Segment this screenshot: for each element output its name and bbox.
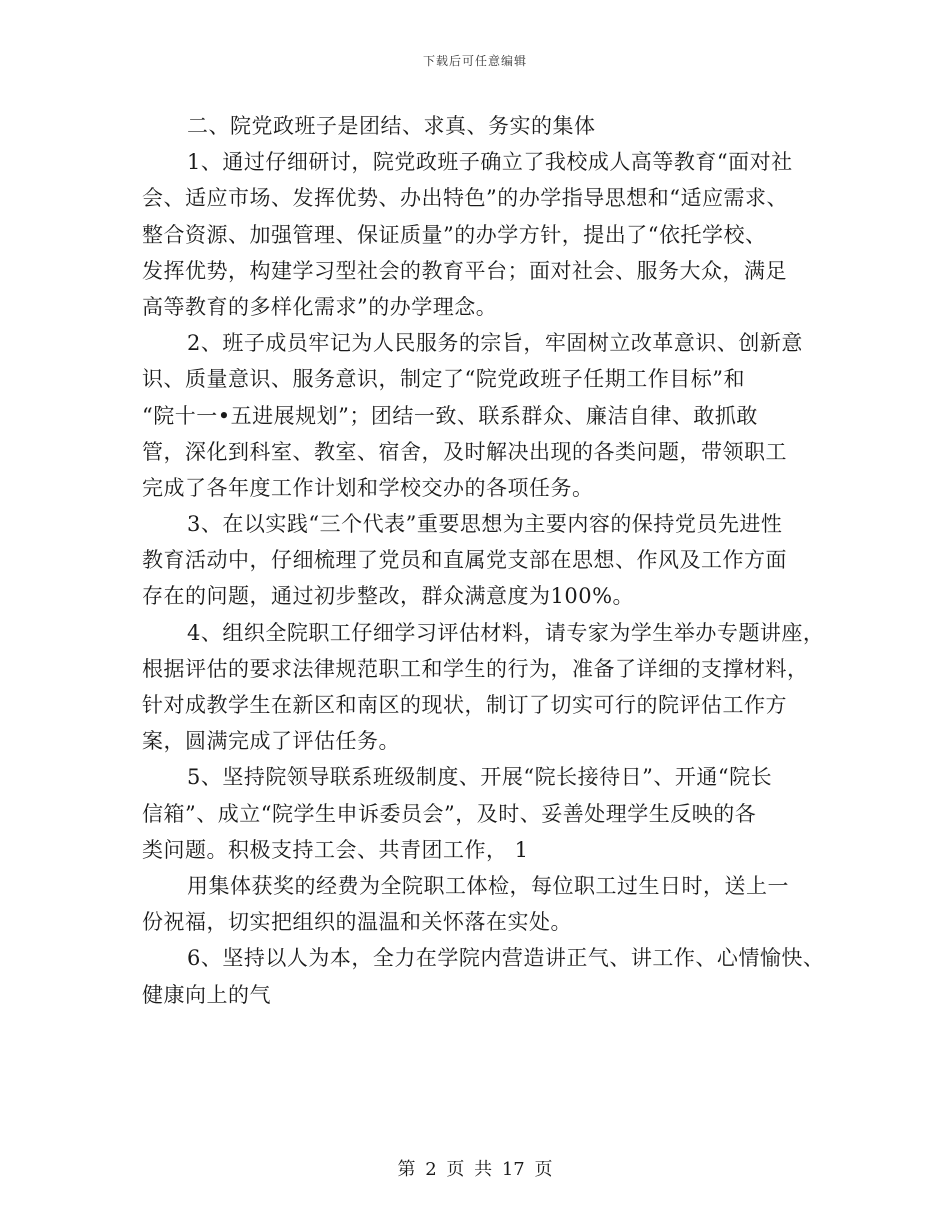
paragraph-line: 5、坚持院领导联系班级制度、开展“院长接待日”、开通“院长 <box>187 765 773 790</box>
paragraph-line: 高等教育的多样化需求”的办学理念。 <box>142 294 498 319</box>
paragraph-line: 案，圆满完成了评估任务。 <box>142 729 400 754</box>
section-heading: 二、院党政班子是团结、求真、务实的集体 <box>187 114 596 138</box>
paragraph-line: 教育活动中，仔细梳理了党员和直属党支部在思想、作风及工作方面 <box>142 548 787 573</box>
paragraph-line: 针对成教学生在新区和南区的现状，制订了切实可行的院评估工作方 <box>142 693 787 717</box>
paragraph-line: 3、在以实践“三个代表”重要思想为主要内容的保持党员先进性 <box>187 512 783 537</box>
paragraph-line: 类问题。积极支持工会、共青团工作， 1 <box>142 837 529 862</box>
paragraph-line: 6、坚持以人为本，全力在学院内营造讲正气、讲工作、心情愉快、 <box>187 946 825 971</box>
paragraph-line: 健康向上的气 <box>142 982 271 1007</box>
paragraph-line: 2、班子成员牢记为人民服务的宗旨，牢固树立改革意识、创新意 <box>187 331 803 356</box>
header-note: 下载后可任意编辑 <box>422 54 527 68</box>
paragraph-line: 存在的问题，通过初步整改，群众满意度为100%。 <box>142 584 635 609</box>
page-number-footer: 第 2 页 共 17 页 <box>397 1159 553 1180</box>
paragraph-line: 会、适应市场、发挥优势、办出特色”的办学指导思想和“适应需求、 <box>142 186 788 211</box>
paragraph-line: 份祝福，切实把组织的温温和关怀落在实处。 <box>142 910 572 935</box>
paragraph-line: 整合资源、加强管理、保证质量”的办学方针，提出了“依托学校、 <box>142 222 767 247</box>
document-body <box>142 108 832 1013</box>
paragraph-line: 信箱”、成立“院学生申诉委员会”，及时、妥善处理学生反映的各 <box>142 801 757 826</box>
paragraph-line: 管，深化到科室、教室、宿舍，及时解决出现的各类问题，带领职工 <box>142 439 787 464</box>
paragraph-line: 完成了各年度工作计划和学校交办的各项任务。 <box>142 475 594 500</box>
paragraph-line: 用集体获奖的经费为全院职工体检，每位职工过生日时，送上一 <box>187 873 789 898</box>
paragraph-line: 根据评估的要求法律规范职工和学生的行为，准备了详细的支撑材料， <box>142 656 809 681</box>
paragraph-line: 1、通过仔细研讨，院党政班子确立了我校成人高等教育“面对社 <box>187 150 793 175</box>
paragraph-line: “院十一•五进展规划”；团结一致、联系群众、廉洁自律、敢抓敢 <box>142 403 758 428</box>
paragraph-line: 识、质量意识、服务意识，制定了“院党政班子任期工作目标”和 <box>142 367 745 392</box>
paragraph-line: 4、组织全院职工仔细学习评估材料，请专家为学生举办专题讲座， <box>187 620 825 645</box>
paragraph-line: 发挥优势，构建学习型社会的教育平台；面对社会、服务大众，满足 <box>142 258 787 283</box>
